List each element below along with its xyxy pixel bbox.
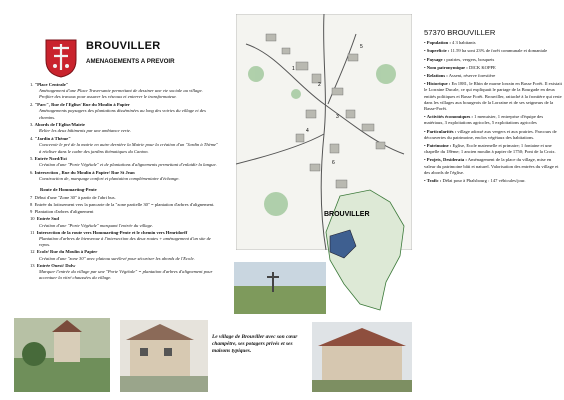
info-bullet: • Relations : Assent, réserve forestière [424,73,496,79]
village-code-title: 57370 BROUVILLER [424,28,496,37]
info-bullet-label: Activités économiques : [426,114,473,120]
work-item-description: Aménagements paysagers des plantations disséminées au long des voiries du village et des chemins. [39,108,206,120]
route-item-description: Plantation d'arbres de bienvenue à l'intersection des deux routes + aménagement d'un site de repos. [39,235,211,248]
village-photo-farmhouse [312,322,412,392]
route-item-description: Création d'une "zone 30" avec plateau surélevé pour sécuriser les abords de l'Ecole. [39,255,195,261]
route-item-text: Plantation d'arbres d'alignement [34,209,94,215]
info-bullet-text: 1 menuisier, 1 entreprise d'équipe des matériaux, 3 exploitations agricoles, 5 exploitations agricoles [424,114,544,126]
svg-text:6: 6 [332,160,335,166]
work-item-number: 6 [30,170,33,176]
info-bullet-text: Eglise, Ecole maternelle et primaire; 1 fontaine et une chapelle du 18ème; 1 ancien moulin à papier de 1750; Pont de la Croix. [424,143,556,155]
route-item [30,230,218,249]
svg-text:5: 5 [360,44,363,50]
work-item-number: 3 [30,122,33,128]
info-bullet-label: Population : [426,40,451,46]
info-bullet: • Historique : En 1881, le Rhin de marne lorrain en Basse Forêt. Il existait le Lorraine Ducale, ce qui expliquait le partage de la Bourgade en deux entités politiques et Basse Forêt. Brouviller, rattaché à la frontière qui reste dans les villages aux bourgeois de la Lorraine et de ses seigneurs de la Basse-Forêt. [424,81,562,112]
info-bullet-text: village adossé aux vergers et aux prairies. Parcours de découvertes du patrimoine, enclos végétaux des habitations. [424,128,557,140]
route-item [30,202,218,208]
page-title: BROUVILLER [86,40,161,52]
work-item-number: 1 [30,82,33,87]
department-locator-map [320,186,410,316]
work-item-title: Entrée Nord/Est [34,156,67,162]
work-item-title: "Jardin à Thème" [34,136,71,142]
route-item-description: Création d'une "Porte Végétale" marquant l'entrée du village. [39,222,154,228]
info-bullet: • Paysage : prairies, vergers, bosquets [424,56,495,62]
village-info-column [424,30,562,186]
route-item-number: 12 [30,249,35,255]
work-item-title: Intersection , Rue du Moulin à Papier/ Rue St Jean [34,170,135,176]
info-bullet: • Activités économiques : 1 menuisier, 1 entreprise d'équipe des matériaux, 3 exploitations agricoles, 5 exploitations agricoles [424,114,544,126]
info-bullet-label: Relations : [426,73,448,79]
info-bullet-label: Nom patronymique : [426,64,468,70]
village-photo-crossroad [234,262,326,314]
route-heading: Route de Hommarting-Pente [40,186,97,192]
work-item-description: Aménagement d'une Place Traversante permettant de dessiner une vie sociale au village. Profiter des travaux pour assurer les réseaux et enterrer le transformateur. [39,88,203,100]
route-item-number: 13 [30,262,35,268]
map-village-label: BROUVILLER [324,211,370,218]
route-item-text: Entrée du lotissement vers la pancarte de la "zone partielle 30" = plantation d'arbres d'alignement. [34,201,215,207]
info-bullet: • Trafic : Délai pour à Phalsbourg : 147 véhicules/jour. [424,178,526,184]
work-item-title: "Place Centrale" [34,82,69,87]
work-item: 4. "Jardin à Thème" Concevoir le pré de la mairie en autre dernière la Mairie pour la création d'un "Jardin à Thème" à réaliser dans le cadre des jardins thématiques du Canton. [30,136,218,154]
info-bullet-label: Particularités : [426,128,457,134]
info-bullet-text: Aménagement de la place du village, mise en valeur du patrimoine bâti et naturel. Valorisation des entrées du village et des abords de l'église. [424,157,559,175]
route-item [30,195,218,201]
info-bullet-label: Historique : [426,81,451,87]
route-item-text: Entrée Ouest/ Dolw [36,262,76,268]
village-crest [44,38,78,78]
work-item-title: Abords de l'Eglise/Mairie [34,122,85,128]
info-bullet-text: prairies, vergers, bosquets [446,56,495,62]
route-item [30,209,218,215]
work-item-description: Concevoir le pré de la mairie en autre dernière la Mairie pour la création d'un "Jardin à Thème" à réaliser dans le cadre des jardins thématiques du Canton. [39,142,218,154]
work-item-description: Création d'une "Porte Végétale" et de plantations d'alignements permettant d'enlaidir la langue. [39,162,217,168]
info-bullet-label: Superficie : [426,48,450,54]
info-bullet-label: Patrimoine : [426,143,452,149]
photo-caption: Le village de Brouviller avec son cœur champêtre, ses potagers privés et ses maisons typiques. [212,334,298,354]
svg-text:1: 1 [292,66,295,72]
route-item-text: Entrée Sud [36,216,59,222]
route-item-text: Intersection de la route vers Hommarting-Pente et le chemin vers Henridorff [36,229,188,235]
info-bullet: • Population : 4 3 habitants [424,40,476,46]
info-bullet-text: 4 3 habitants [452,40,476,46]
route-item-number: 8 [30,201,33,207]
route-item-number: 10 [30,216,35,222]
route-item-number: 9 [30,209,33,215]
svg-text:2: 2 [318,82,321,88]
work-item: 6. Intersection , Rue du Moulin à Papier/ Rue St Jean Construction de, marquage confort et plantation complémentaire d'échange. [30,170,218,182]
info-bullet: • Superficie : 11.59 ha sont 23% de forêt communale et domaniale [424,48,548,54]
work-item: 3. Abords de l'Eglise/Mairie Relier les deux bâtiments par une ambiance verte. [30,122,218,134]
work-item: 1. "Place Centrale" Aménagement d'une Place Traversante permettant de dessiner une vie sociale au village. Profiter des travaux pour assurer les réseaux et enterrer le transformateur. [30,82,218,101]
route-item-number: 7 [30,194,33,200]
route-item [30,216,218,228]
planned-works-list [30,82,218,282]
route-item [30,249,218,261]
work-item-description: Relier les deux bâtiments par une ambiance verte. [39,128,132,134]
info-bullet-text: DICK KOPPE [468,64,496,70]
route-item-text: Ecole/ Rue du Moulin à Papier [36,249,98,255]
info-bullet-text: En 1881, le Rhin de marne lorrain en Basse Forêt. Il existait le Lorraine Ducale, ce qui expliquait le partage de la Bourgade en deux entités politiques et Basse Forêt. Brouviller, rattaché à la frontière qui reste dans les villages aux bourgeois de la Lorraine et de ses seigneurs de la Basse-Forêt. [424,81,562,112]
work-item-description: Construction de, marquage confort et plantation complémentaire d'échange. [39,176,180,182]
svg-text:3: 3 [336,114,339,120]
work-item-number: 4 [30,136,33,142]
village-photo-church [14,318,110,392]
info-bullet-label: Projets, Desiderata : [426,157,467,163]
svg-text:4: 4 [306,128,309,134]
info-bullet-label: Paysage : [426,56,446,62]
work-item: 2. "Parc", Rue de l'Eglise/ Rue du Moulin à Papier Aménagements paysagers des plantations disséminées au long des voiries du village et des chemins. [30,102,218,121]
village-photo-houses [120,320,208,392]
route-item-description: Marquer l'entrée du village par une "Porte Végétale" = plantation d'arbres d'alignement pour accentuer la vitré chaussées du village. [39,268,213,281]
work-item-number: 5 [30,156,33,162]
info-bullet: • Patrimoine : Eglise, Ecole maternelle et primaire; 1 fontaine et une chapelle du 18ème; 1 ancien moulin à papier de 1750; Pont de la Croix. [424,143,556,155]
info-bullet-text: 11.59 ha sont 23% de forêt communale et domaniale [450,48,548,54]
info-bullet-text: Délai pour à Phalsbourg : 147 véhicules/jour. [442,178,526,184]
info-bullet: • Nom patronymique : DICK KOPPE [424,64,496,70]
route-item-number: 11 [30,229,35,235]
route-item [30,263,218,282]
info-bullet: • Projets, Desiderata : Aménagement de la place du village, mise en valeur du patrimoine bâti et naturel. Valorisation des entrées du village et des abords de l'église. [424,157,559,175]
info-bullet-text: Assent, réserve forestière [448,73,496,79]
route-item-text: Début d'une "Zone 30" à partir de l'abri bus. [34,194,116,200]
work-item: 5. Entrée Nord/Est Création d'une "Porte Végétale" et de plantations d'alignements permettant d'enlaidir la langue. [30,156,217,168]
info-bullet: • Particularités : village adossé aux vergers et aux prairies. Parcours de découvertes du patrimoine, enclos végétaux des habitations. [424,128,557,140]
page-subtitle: AMENAGEMENTS A PREVOIR [86,58,175,65]
info-bullet-label: Trafic : [426,178,442,184]
work-item-title: "Parc", Rue de l'Eglise/ Rue du Moulin à Papier [34,102,130,108]
work-item-number: 2 [30,102,33,108]
